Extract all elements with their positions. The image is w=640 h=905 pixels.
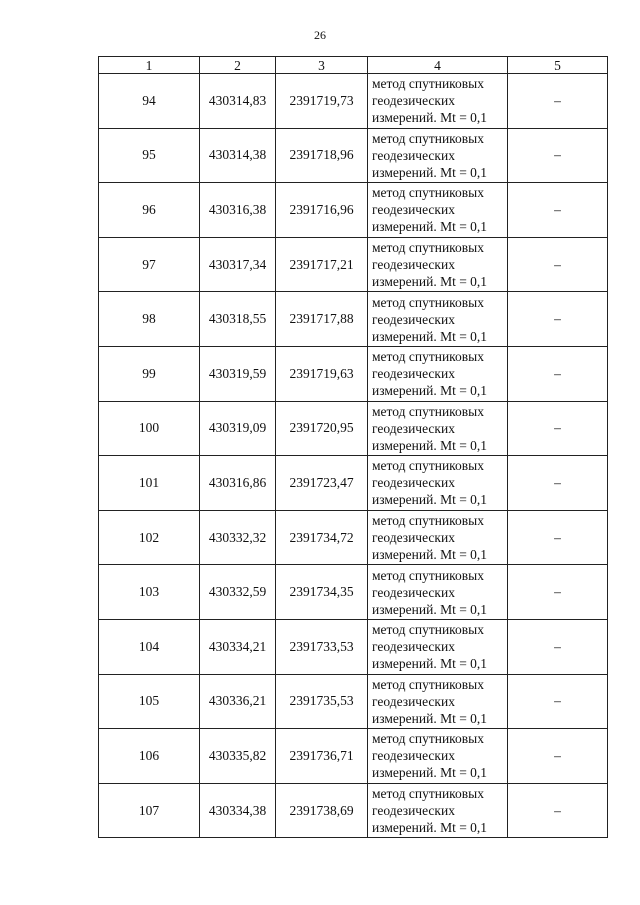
method-cell: метод спутниковых геодезических измерений. Mt = 0,1 [368, 128, 508, 183]
y-coordinate-cell: 2391734,35 [276, 565, 368, 620]
point-number-cell: 107 [99, 783, 200, 838]
point-number-cell: 96 [99, 183, 200, 238]
note-cell: – [508, 74, 608, 129]
method-cell: метод спутниковых геодезических измерений. Mt = 0,1 [368, 456, 508, 511]
method-cell: метод спутниковых геодезических измерений. Mt = 0,1 [368, 292, 508, 347]
note-cell: – [508, 674, 608, 729]
table-row [99, 237, 608, 292]
column-header-1: 1 [99, 57, 200, 74]
x-coordinate-cell: 430318,55 [200, 292, 276, 347]
column-header-5: 5 [508, 57, 608, 74]
x-coordinate-cell: 430332,59 [200, 565, 276, 620]
x-coordinate-cell: 430334,21 [200, 619, 276, 674]
point-number-cell: 99 [99, 346, 200, 401]
method-cell: метод спутниковых геодезических измерений. Mt = 0,1 [368, 237, 508, 292]
point-number-cell: 97 [99, 237, 200, 292]
method-cell: метод спутниковых геодезических измерений. Mt = 0,1 [368, 619, 508, 674]
note-cell: – [508, 237, 608, 292]
method-cell: метод спутниковых геодезических измерений. Mt = 0,1 [368, 729, 508, 784]
table-row [99, 346, 608, 401]
x-coordinate-cell: 430316,38 [200, 183, 276, 238]
note-cell: – [508, 401, 608, 456]
table-row [99, 292, 608, 347]
y-coordinate-cell: 2391733,53 [276, 619, 368, 674]
method-cell: метод спутниковых геодезических измерений. Mt = 0,1 [368, 674, 508, 729]
x-coordinate-cell: 430335,82 [200, 729, 276, 784]
table-row [99, 674, 608, 729]
point-number-cell: 95 [99, 128, 200, 183]
y-coordinate-cell: 2391719,73 [276, 74, 368, 129]
table-row [99, 729, 608, 784]
note-cell: – [508, 292, 608, 347]
point-number-cell: 102 [99, 510, 200, 565]
coordinates-table [98, 56, 608, 838]
table-row [99, 456, 608, 511]
note-cell: – [508, 183, 608, 238]
table-row [99, 401, 608, 456]
y-coordinate-cell: 2391716,96 [276, 183, 368, 238]
method-cell: метод спутниковых геодезических измерений. Mt = 0,1 [368, 74, 508, 129]
column-header-2: 2 [200, 57, 276, 74]
table-row [99, 510, 608, 565]
point-number-cell: 101 [99, 456, 200, 511]
x-coordinate-cell: 430317,34 [200, 237, 276, 292]
table-row [99, 619, 608, 674]
method-cell: метод спутниковых геодезических измерений. Mt = 0,1 [368, 183, 508, 238]
point-number-cell: 104 [99, 619, 200, 674]
point-number-cell: 98 [99, 292, 200, 347]
table-row [99, 565, 608, 620]
table-row [99, 183, 608, 238]
method-cell: метод спутниковых геодезических измерений. Mt = 0,1 [368, 401, 508, 456]
x-coordinate-cell: 430336,21 [200, 674, 276, 729]
x-coordinate-cell: 430316,86 [200, 456, 276, 511]
y-coordinate-cell: 2391723,47 [276, 456, 368, 511]
table-row [99, 74, 608, 129]
point-number-cell: 100 [99, 401, 200, 456]
point-number-cell: 106 [99, 729, 200, 784]
note-cell: – [508, 456, 608, 511]
y-coordinate-cell: 2391738,69 [276, 783, 368, 838]
point-number-cell: 105 [99, 674, 200, 729]
note-cell: – [508, 729, 608, 784]
x-coordinate-cell: 430314,38 [200, 128, 276, 183]
table-row [99, 128, 608, 183]
note-cell: – [508, 346, 608, 401]
x-coordinate-cell: 430314,83 [200, 74, 276, 129]
table-row [99, 783, 608, 838]
y-coordinate-cell: 2391734,72 [276, 510, 368, 565]
x-coordinate-cell: 430319,09 [200, 401, 276, 456]
column-header-4: 4 [368, 57, 508, 74]
point-number-cell: 103 [99, 565, 200, 620]
note-cell: – [508, 619, 608, 674]
y-coordinate-cell: 2391720,95 [276, 401, 368, 456]
y-coordinate-cell: 2391717,21 [276, 237, 368, 292]
column-header-3: 3 [276, 57, 368, 74]
x-coordinate-cell: 430334,38 [200, 783, 276, 838]
y-coordinate-cell: 2391735,53 [276, 674, 368, 729]
table-body [99, 74, 608, 838]
page-number: 26 [314, 28, 326, 42]
note-cell: – [508, 565, 608, 620]
method-cell: метод спутниковых геодезических измерений. Mt = 0,1 [368, 565, 508, 620]
table-header-row [99, 57, 608, 74]
y-coordinate-cell: 2391718,96 [276, 128, 368, 183]
note-cell: – [508, 128, 608, 183]
y-coordinate-cell: 2391717,88 [276, 292, 368, 347]
method-cell: метод спутниковых геодезических измерений. Mt = 0,1 [368, 510, 508, 565]
y-coordinate-cell: 2391736,71 [276, 729, 368, 784]
point-number-cell: 94 [99, 74, 200, 129]
x-coordinate-cell: 430332,32 [200, 510, 276, 565]
y-coordinate-cell: 2391719,63 [276, 346, 368, 401]
method-cell: метод спутниковых геодезических измерений. Mt = 0,1 [368, 346, 508, 401]
note-cell: – [508, 510, 608, 565]
method-cell: метод спутниковых геодезических измерений. Mt = 0,1 [368, 783, 508, 838]
note-cell: – [508, 783, 608, 838]
x-coordinate-cell: 430319,59 [200, 346, 276, 401]
